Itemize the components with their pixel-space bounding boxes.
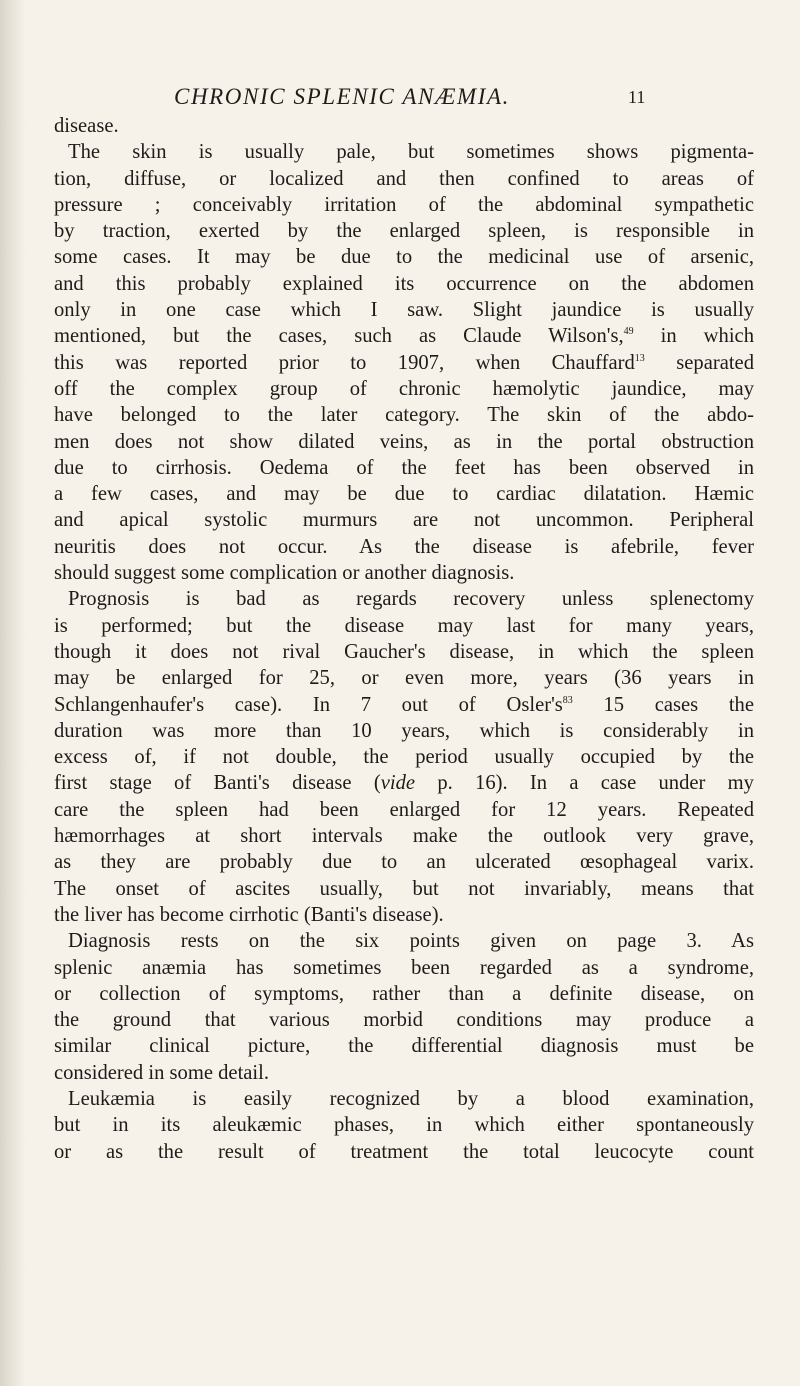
line-text: care the spleen had been enlarged for 12 years. Repeated (54, 798, 754, 821)
text-line (54, 981, 754, 1007)
line-text: a few cases, and may be due to cardiac dilatation. Hæmic (54, 483, 754, 506)
text-line (54, 1139, 754, 1165)
line-text: Diagnosis rests on the six points given on page 3. As (68, 930, 754, 953)
line-text-continued: p. 16). In a case under my (415, 772, 754, 795)
line-text: the ground that various morbid conditions may produce a (54, 1009, 754, 1032)
line-text: may be enlarged for 25, or even more, years (36 years in (54, 667, 754, 690)
text-line (54, 560, 754, 586)
text-line (54, 376, 754, 402)
line-text-continued: 15 cases the (572, 693, 754, 716)
line-text: duration was more than 10 years, which is considerably in (54, 719, 754, 742)
line-text: due to cirrhosis. Oedema of the feet has been observed in (54, 456, 754, 479)
text-line (54, 876, 754, 902)
line-text: only in one case which I saw. Slight jaundice is usually (54, 299, 754, 322)
line-text: this was reported prior to 1907, when Chauffard (54, 351, 635, 374)
text-line (54, 429, 754, 455)
text-line (54, 1007, 754, 1033)
line-text: or as the result of treatment the total leucocyte count (54, 1140, 754, 1163)
text-line (54, 692, 754, 718)
line-text: some cases. It may be due to the medicinal use of arsenic, (54, 246, 754, 269)
text-line (54, 823, 754, 849)
text-line (54, 218, 754, 244)
line-text: should suggest some complication or another diagnosis. (54, 562, 515, 585)
line-text: have belonged to the later category. The skin of the abdo- (54, 404, 754, 427)
line-text: though it does not rival Gaucher's disease, in which the spleen (54, 640, 754, 663)
text-line (54, 718, 754, 744)
line-text: Leukæmia is easily recognized by a blood examination, (68, 1087, 754, 1110)
line-text: splenic anæmia has sometimes been regarded as a syndrome, (54, 956, 754, 979)
reference-superscript: 49 (623, 326, 634, 338)
text-line (54, 797, 754, 823)
text-line (54, 1033, 754, 1059)
text-line (54, 1060, 754, 1086)
text-line (54, 113, 754, 139)
text-line (54, 928, 754, 954)
running-title: CHRONIC SPLENIC ANÆMIA. (174, 84, 511, 109)
body-text (54, 113, 754, 1165)
text-line (54, 534, 754, 560)
line-text: excess of, if not double, the period usually occupied by the (54, 746, 754, 769)
text-line (54, 271, 754, 297)
text-line (54, 192, 754, 218)
line-text: first stage of Banti's disease ( (54, 772, 381, 795)
line-text-continued: in which (633, 325, 754, 348)
line-text: tion, diffuse, or localized and then confined to areas of (54, 167, 754, 190)
italic-text: vide (380, 772, 416, 795)
line-text: the liver has become cirrhotic (Banti's disease). (54, 903, 444, 926)
line-text-continued: separated (644, 351, 754, 374)
line-text: Schlangenhaufer's case). In 7 out of Osler's (54, 693, 563, 716)
line-text: pressure ; conceivably irritation of the abdominal sympathetic (54, 193, 754, 216)
reference-superscript: 13 (634, 352, 645, 364)
text-line (54, 902, 754, 928)
text-line (54, 665, 754, 691)
text-line (54, 507, 754, 533)
text-line (54, 139, 754, 165)
line-text: mentioned, but the cases, such as Claude Wilson's, (54, 325, 624, 348)
line-text: similar clinical picture, the differential diagnosis must be (54, 1035, 754, 1058)
text-line (54, 297, 754, 323)
line-text: is performed; but the disease may last for many years, (54, 614, 754, 637)
page-number: 11 (628, 87, 646, 107)
line-text: The skin is usually pale, but sometimes shows pigmenta- (68, 141, 754, 164)
text-line (54, 770, 754, 796)
line-text: disease. (54, 115, 119, 137)
text-line (54, 244, 754, 270)
line-text: or collection of symptoms, rather than a definite disease, on (54, 982, 754, 1005)
text-line (54, 350, 754, 376)
line-text: The onset of ascites usually, but not invariably, means that (54, 877, 754, 900)
text-line (54, 1112, 754, 1138)
text-line (54, 639, 754, 665)
text-line (54, 586, 754, 612)
text-line (54, 455, 754, 481)
line-text: and this probably explained its occurrence on the abdomen (54, 272, 754, 295)
text-line (54, 955, 754, 981)
line-text: neuritis does not occur. As the disease is afebrile, fever (54, 535, 754, 558)
text-line (54, 481, 754, 507)
reference-superscript: 83 (562, 694, 573, 706)
line-text: men does not show dilated veins, as in the portal obstruction (54, 430, 754, 453)
line-text: off the complex group of chronic hæmolytic jaundice, may (54, 377, 754, 400)
line-text: hæmorrhages at short intervals make the outlook very grave, (54, 825, 754, 848)
text-line (54, 744, 754, 770)
text-line (54, 323, 754, 349)
line-text: but in its aleukæmic phases, in which either spontaneously (54, 1114, 754, 1137)
text-line (54, 613, 754, 639)
text-line (54, 1086, 754, 1112)
text-line (54, 402, 754, 428)
text-line (54, 166, 754, 192)
page-header (0, 84, 800, 114)
line-text: and apical systolic murmurs are not uncommon. Peripheral (54, 509, 754, 532)
line-text: Prognosis is bad as regards recovery unless splenectomy (68, 588, 754, 611)
line-text: considered in some detail. (54, 1061, 270, 1084)
line-text: by traction, exerted by the enlarged spleen, is responsible in (54, 220, 754, 243)
line-text: as they are probably due to an ulcerated œsophageal varix. (54, 851, 754, 874)
page-edge-shadow (0, 0, 26, 1386)
text-line (54, 849, 754, 875)
